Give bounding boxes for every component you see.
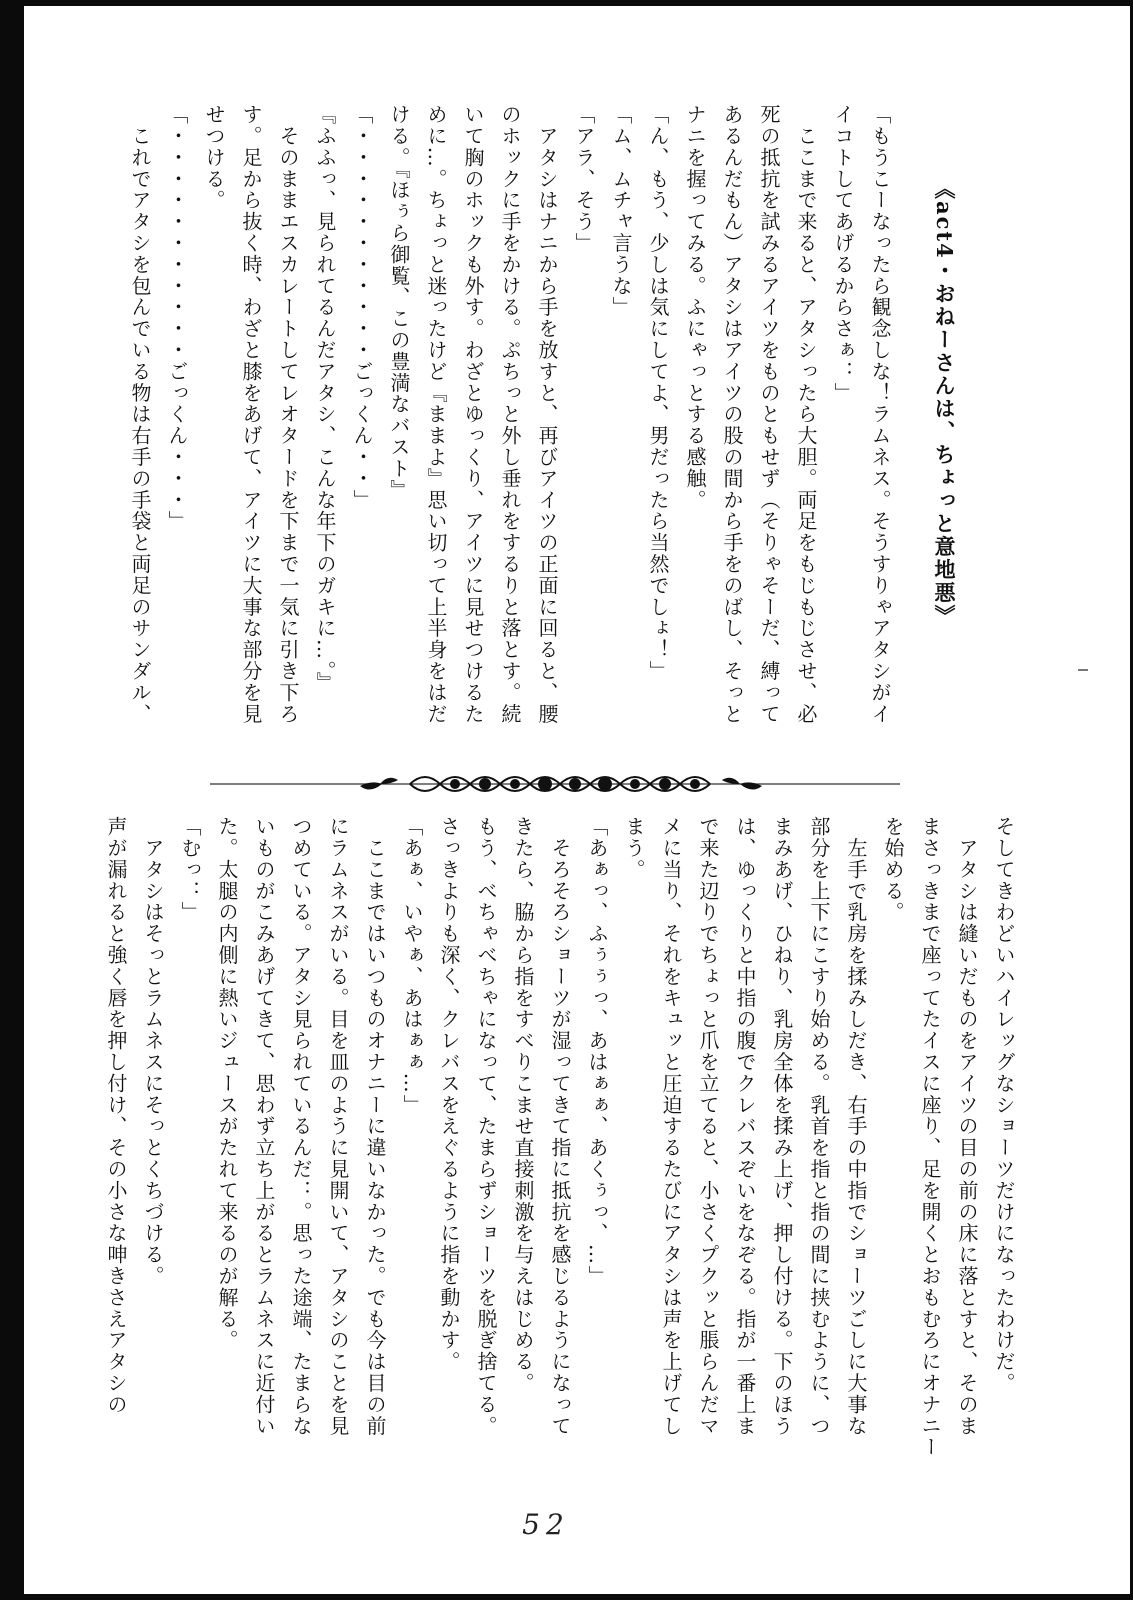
text-column-bottom: いものがこみあげてきて、思わず立ち上がるとラムネスに近付い: [252, 816, 276, 1437]
text-column-top: のホックに手をかける。ぷちっと外し垂れをするりと落とす。続: [498, 104, 522, 725]
scan-border-bottom: [0, 1594, 1133, 1600]
text-column-bottom: 左手で乳房を揉みしだき、右手の中指でショーツごしに大事な: [844, 816, 868, 1437]
text-column-bottom: た。太腿の内側に熱いジュースがたれて来るのが解る。: [215, 816, 239, 1351]
text-column-bottom: きたら、脇から指をすべりこませ直接刺激を与えはじめる。: [511, 816, 535, 1394]
text-column-bottom: さっきよりも深く、クレバスをえぐるように指を動かす。: [437, 816, 461, 1373]
text-column-bottom: もう、べちゃべちゃになって、たまらずショーツを脱ぎ捨てる。: [474, 816, 498, 1437]
text-column-top: イコトしてあげるからさぁ：」: [831, 104, 855, 404]
text-column-top: ここまで来ると、アタシったら大胆。両足をもじもじさせ、必: [794, 104, 818, 725]
ornamental-divider: [210, 764, 900, 804]
text-column-bottom: ここまではいつものオナニーに違いなかった。でも今は目の前: [363, 816, 387, 1437]
text-column-bottom: 声が漏れると強く唇を押し付け、その小さな呻きさえアタシの: [104, 816, 128, 1416]
chapter-title: 《act4・おねーさんは、ちょっと意地悪》: [932, 178, 957, 628]
text-column-top: めに…。ちょっと迷ったけど『ままよ』思い切って上半身をはだ: [424, 104, 448, 725]
text-column-top: す。足から抜く時、わざと膝をあげて、アイツに大事な部分を見: [239, 104, 263, 725]
text-column-bottom: は、ゆっくりと中指の腹でクレバスぞいをなぞる。指が一番上ま: [733, 816, 757, 1437]
text-column-bottom: を始める。: [881, 816, 905, 923]
page-number: 52: [522, 1508, 570, 1541]
text-column-top: 「ん、もう、少しは気にしてよ、男だったら当然でしょ！」: [646, 104, 670, 682]
text-column-top: あるんだもん）アタシはアイツの股の間から手をのばし、そっと: [720, 104, 744, 725]
text-column-top: 「・・・・・・・・・・・ごっくん・・・」: [165, 104, 189, 532]
text-column-bottom: 「あぁっ、ふぅぅっ、あはぁぁ、あくぅっ、…」: [585, 816, 609, 1287]
text-column-bottom: アタシは縫いだものをアイツの目の前の床に落とすと、そのま: [955, 816, 979, 1437]
text-column-bottom: アタシはそっとラムネスにそっとくちづける。: [141, 816, 165, 1287]
scan-speck: [1078, 669, 1088, 671]
text-column-bottom: メに当り、それをキュッと圧迫するたびにアタシは声を上げてし: [659, 816, 683, 1437]
text-column-bottom: 「むっ：」: [178, 816, 202, 923]
text-column-bottom: 「あぁ、いやぁ、あはぁぁ…」: [400, 816, 424, 1116]
scan-border-top: [0, 0, 1133, 6]
text-column-bottom: そろそろショーツが湿ってきて指に抵抗を感じるようになって: [548, 816, 572, 1437]
text-column-top: 死の抵抗を試みるアイツをものともせず（そりゃそーだ、縛って: [757, 104, 781, 725]
text-column-top: 「ム、ムチャ言うな」: [609, 104, 633, 318]
text-column-top: そのままエスカレートしてレオタードを下まで一気に引き下ろ: [276, 104, 300, 725]
text-column-bottom: まみあげ、ひねり、乳房全体を揉み上げ、押し付ける。下のほう: [770, 816, 794, 1437]
scan-border-left: [0, 0, 24, 1600]
text-column-top: 「アラ、そう」: [572, 104, 596, 254]
text-column-bottom: つめている。アタシ見られているんだ：。思った途端、たまらな: [289, 816, 313, 1437]
text-column-top: 『ふふっ、見られてるんだアタシ、こんな年下のガキに…。』: [313, 104, 337, 694]
text-column-top: アタシはナニから手を放すと、再びアイツの正面に回ると、腰: [535, 104, 559, 725]
text-column-bottom: まう。: [622, 816, 646, 881]
text-column-bottom: で来た辺りでちょっと爪を立てると、小さくプクッと脹らんだマ: [696, 816, 720, 1437]
text-column-top: 「もうこーなったら観念しな！ラムネス。そうすりゃアタシがイ: [868, 104, 892, 725]
text-column-top: 「・・・・・・・・・・・ごっくん・・」: [350, 104, 374, 511]
text-column-top: いて胸のホックも外す。わざとゆっくり、アイツに見せつけるた: [461, 104, 485, 725]
text-column-bottom: 部分を上下にこすり始める。乳首を指と指の間に挟むように、つ: [807, 816, 831, 1437]
text-column-bottom: にラムネスがいる。目を皿のように見開いて、アタシのことを見: [326, 816, 350, 1437]
text-column-bottom: まさっきまで座ってたイスに座り、足を開くとおもむろにオナニー: [918, 816, 942, 1458]
text-column-top: ける。『ほぅら御覧、この豊満なバスト』: [387, 104, 411, 501]
text-column-top: ナニを握ってみる。ふにゃっとする感触。: [683, 104, 707, 511]
text-column-top: せつける。: [202, 104, 226, 211]
text-column-bottom: そしてきわどいハイレッグなショーツだけになったわけだ。: [992, 816, 1016, 1394]
text-column-top: これでアタシを包んでいる物は右手の手袋と両足のサンダル、: [128, 104, 152, 725]
